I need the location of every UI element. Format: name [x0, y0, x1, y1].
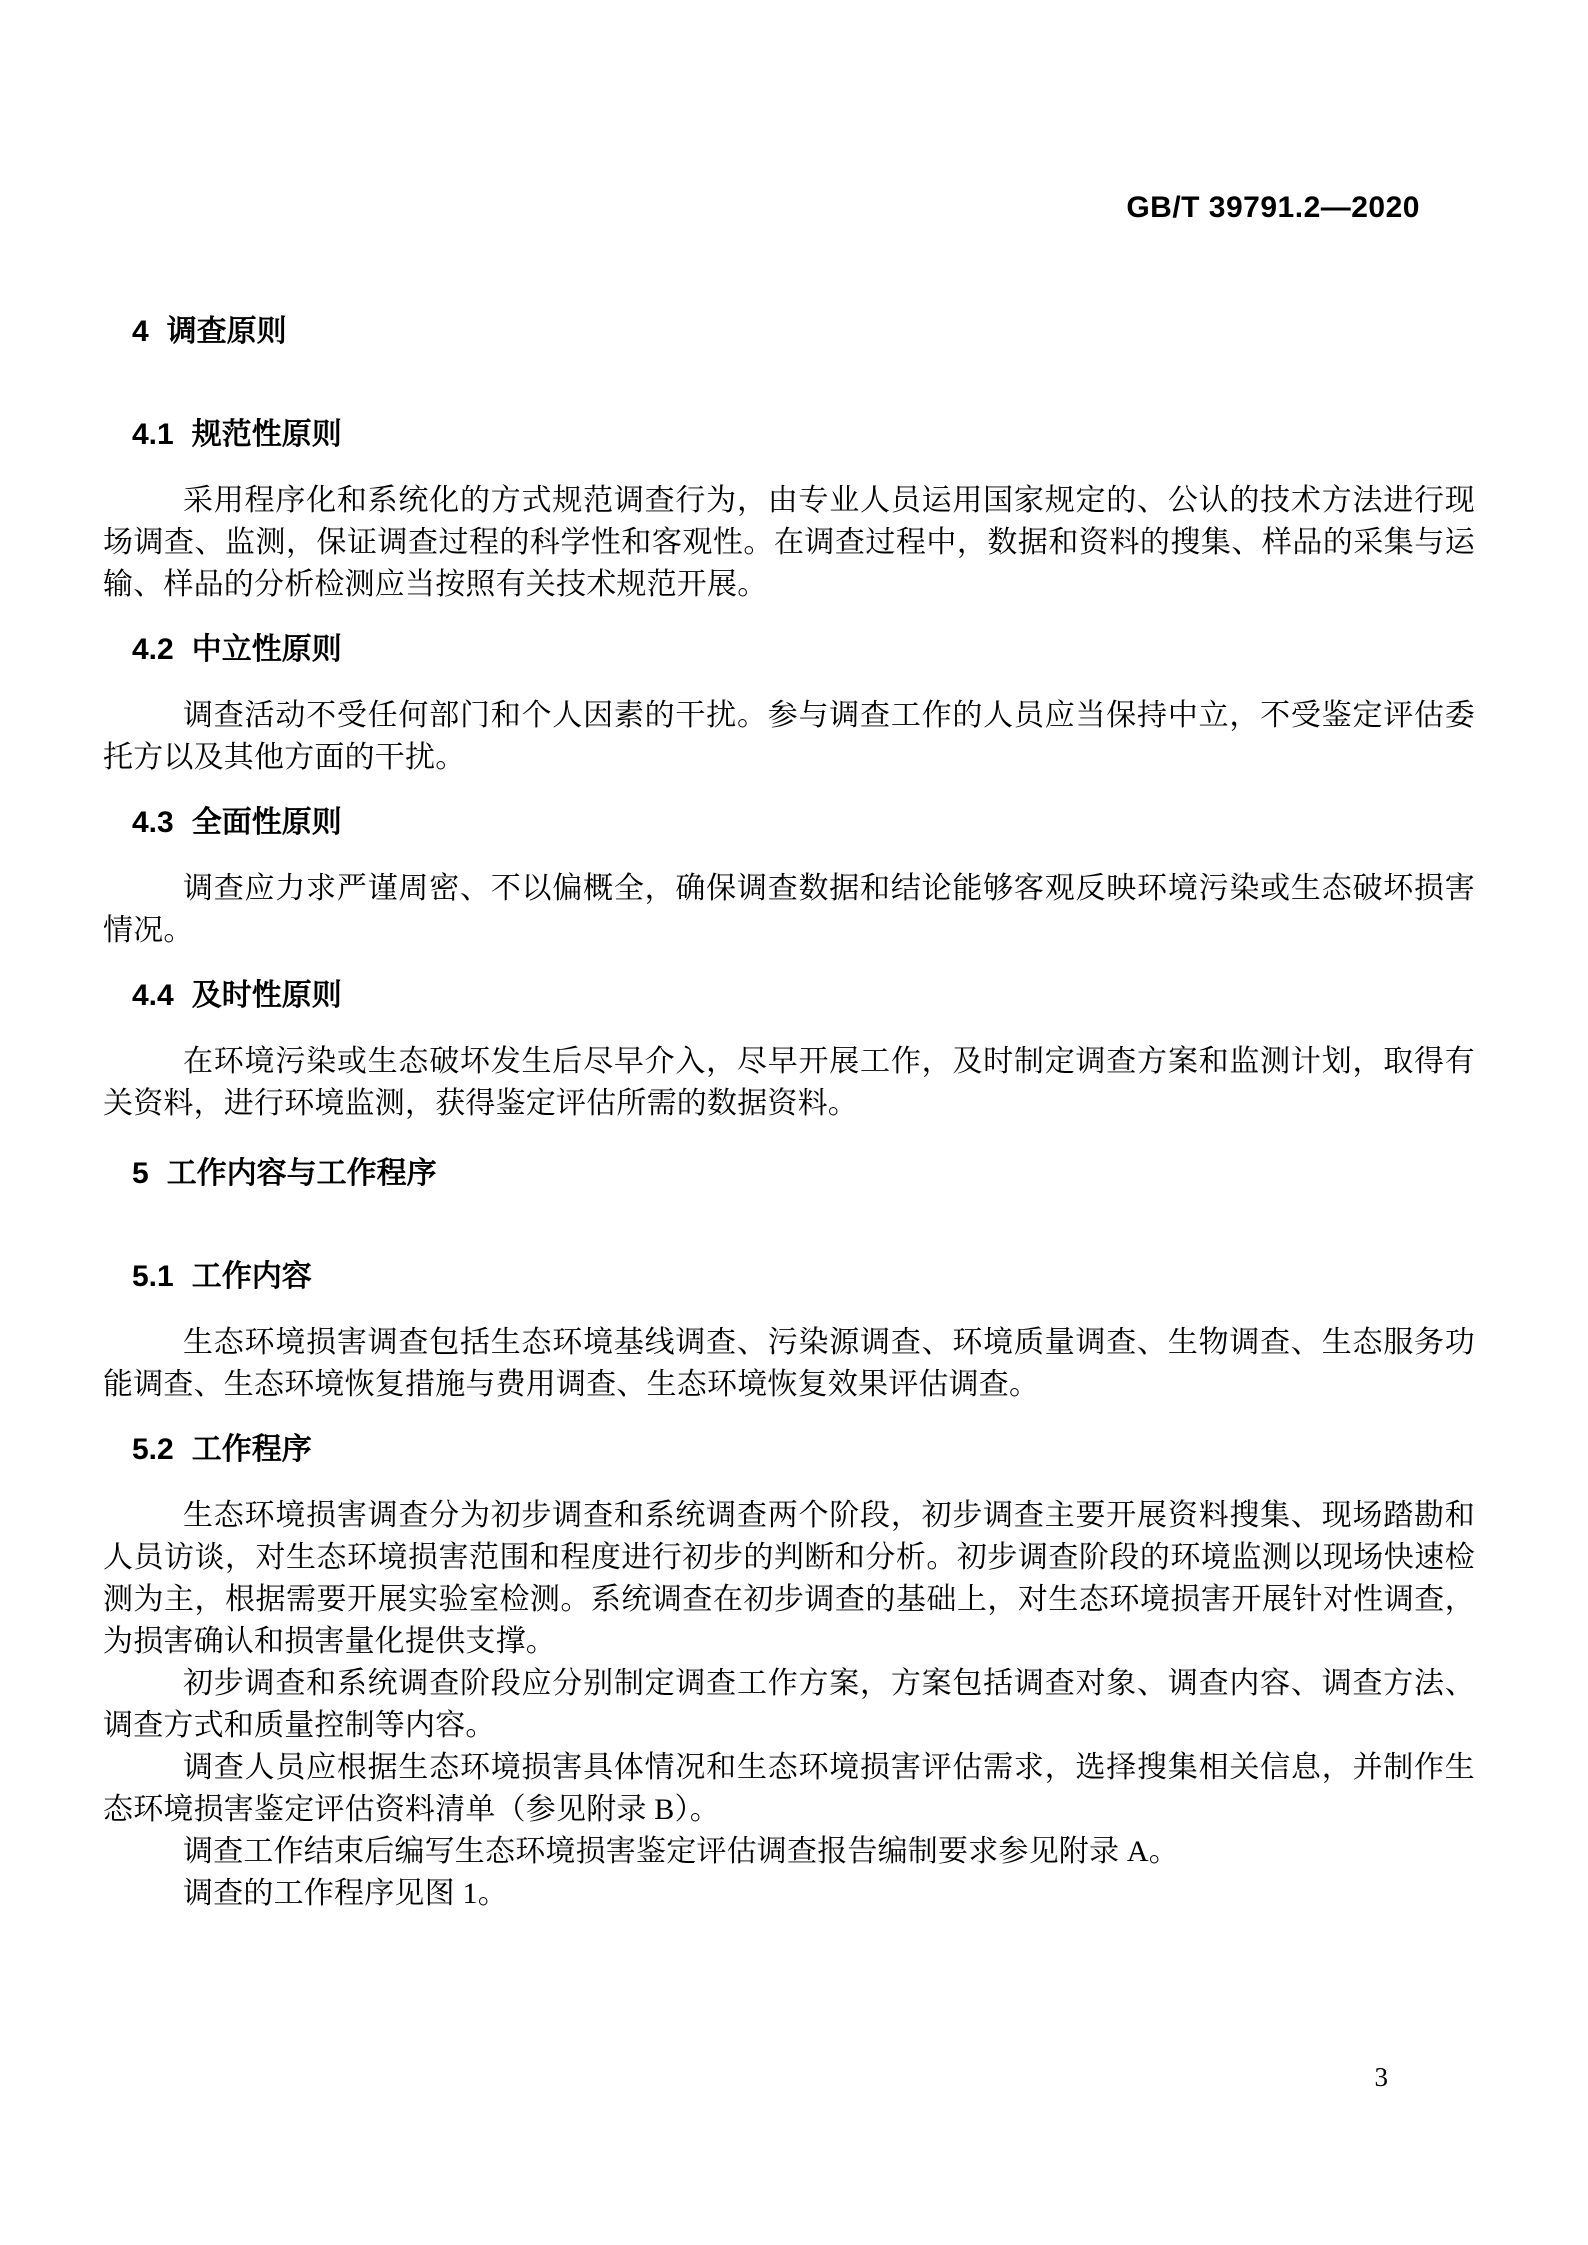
- subsection-title: 工作内容: [191, 1260, 312, 1293]
- subsection-title: 规范性原则: [191, 418, 342, 451]
- subsection-heading-4-4: [103, 978, 1475, 1013]
- document-content: [103, 314, 1475, 1915]
- page-number: 3: [1374, 2062, 1388, 2092]
- section-heading-5: [103, 1156, 1475, 1191]
- paragraph: 调查活动不受任何部门和个人因素的干扰。参与调查工作的人员应当保持中立，不受鉴定评估委托方以及其他方面的干扰。: [103, 699, 1475, 774]
- section-number: 5: [132, 1157, 149, 1190]
- subsection-heading-5-1: [103, 1259, 1475, 1294]
- standard-code-header: GB/T 39791.2—2020: [1126, 191, 1420, 224]
- paragraph: 调查的工作程序见图 1。: [183, 1877, 508, 1910]
- subsection-heading-4-1: [103, 417, 1475, 452]
- subsection-number: 5.1: [132, 1260, 174, 1293]
- subsection-title: 及时性原则: [191, 979, 342, 1012]
- section-number: 4: [132, 315, 149, 348]
- paragraph: 在环境污染或生态破坏发生后尽早介入，尽早开展工作，及时制定调查方案和监测计划，取得有关资料，进行环境监测，获得鉴定评估所需的数据资料。: [103, 1045, 1475, 1120]
- subsection-title: 全面性原则: [191, 806, 342, 839]
- paragraph: 调查人员应根据生态环境损害具体情况和生态环境损害评估需求，选择搜集相关信息，并制作生态环境损害鉴定评估资料清单（参见附录 B）。: [103, 1751, 1475, 1826]
- subsection-heading-5-2: [103, 1432, 1475, 1467]
- paragraph: 调查应力求严谨周密、不以偏概全，确保调查数据和结论能够客观反映环境污染或生态破坏损害情况。: [103, 872, 1475, 947]
- subsection-heading-4-2: [103, 632, 1475, 667]
- paragraph: 生态环境损害调查包括生态环境基线调查、污染源调查、环境质量调查、生物调查、生态服务功能调查、生态环境恢复措施与费用调查、生态环境恢复效果评估调查。: [103, 1326, 1475, 1401]
- section-title: 调查原则: [166, 315, 287, 348]
- section-title: 工作内容与工作程序: [166, 1157, 437, 1190]
- subsection-number: 5.2: [132, 1433, 174, 1466]
- subsection-heading-4-3: [103, 805, 1475, 840]
- section-heading-4: [103, 314, 1475, 349]
- paragraph: 调查工作结束后编写生态环境损害鉴定评估调查报告编制要求参见附录 A。: [183, 1835, 1179, 1868]
- paragraph: 采用程序化和系统化的方式规范调查行为，由专业人员运用国家规定的、公认的技术方法进行现场调查、监测，保证调查过程的科学性和客观性。在调查过程中，数据和资料的搜集、样品的采集与运输、样品的分析检测应当按照有关技术规范开展。: [103, 484, 1475, 601]
- subsection-title: 工作程序: [191, 1433, 312, 1466]
- subsection-number: 4.2: [132, 633, 174, 666]
- subsection-number: 4.4: [132, 979, 174, 1012]
- subsection-number: 4.1: [132, 418, 174, 451]
- subsection-title: 中立性原则: [191, 633, 342, 666]
- subsection-number: 4.3: [132, 806, 174, 839]
- paragraph: 初步调查和系统调查阶段应分别制定调查工作方案，方案包括调查对象、调查内容、调查方法、调查方式和质量控制等内容。: [103, 1667, 1475, 1742]
- paragraph: 生态环境损害调查分为初步调查和系统调查两个阶段，初步调查主要开展资料搜集、现场踏勘和人员访谈，对生态环境损害范围和程度进行初步的判断和分析。初步调查阶段的环境监测以现场快速检测为主，根据需要开展实验室检测。系统调查在初步调查的基础上，对生态环境损害开展针对性调查，为损害确认和损害量化提供支撑。: [103, 1499, 1475, 1658]
